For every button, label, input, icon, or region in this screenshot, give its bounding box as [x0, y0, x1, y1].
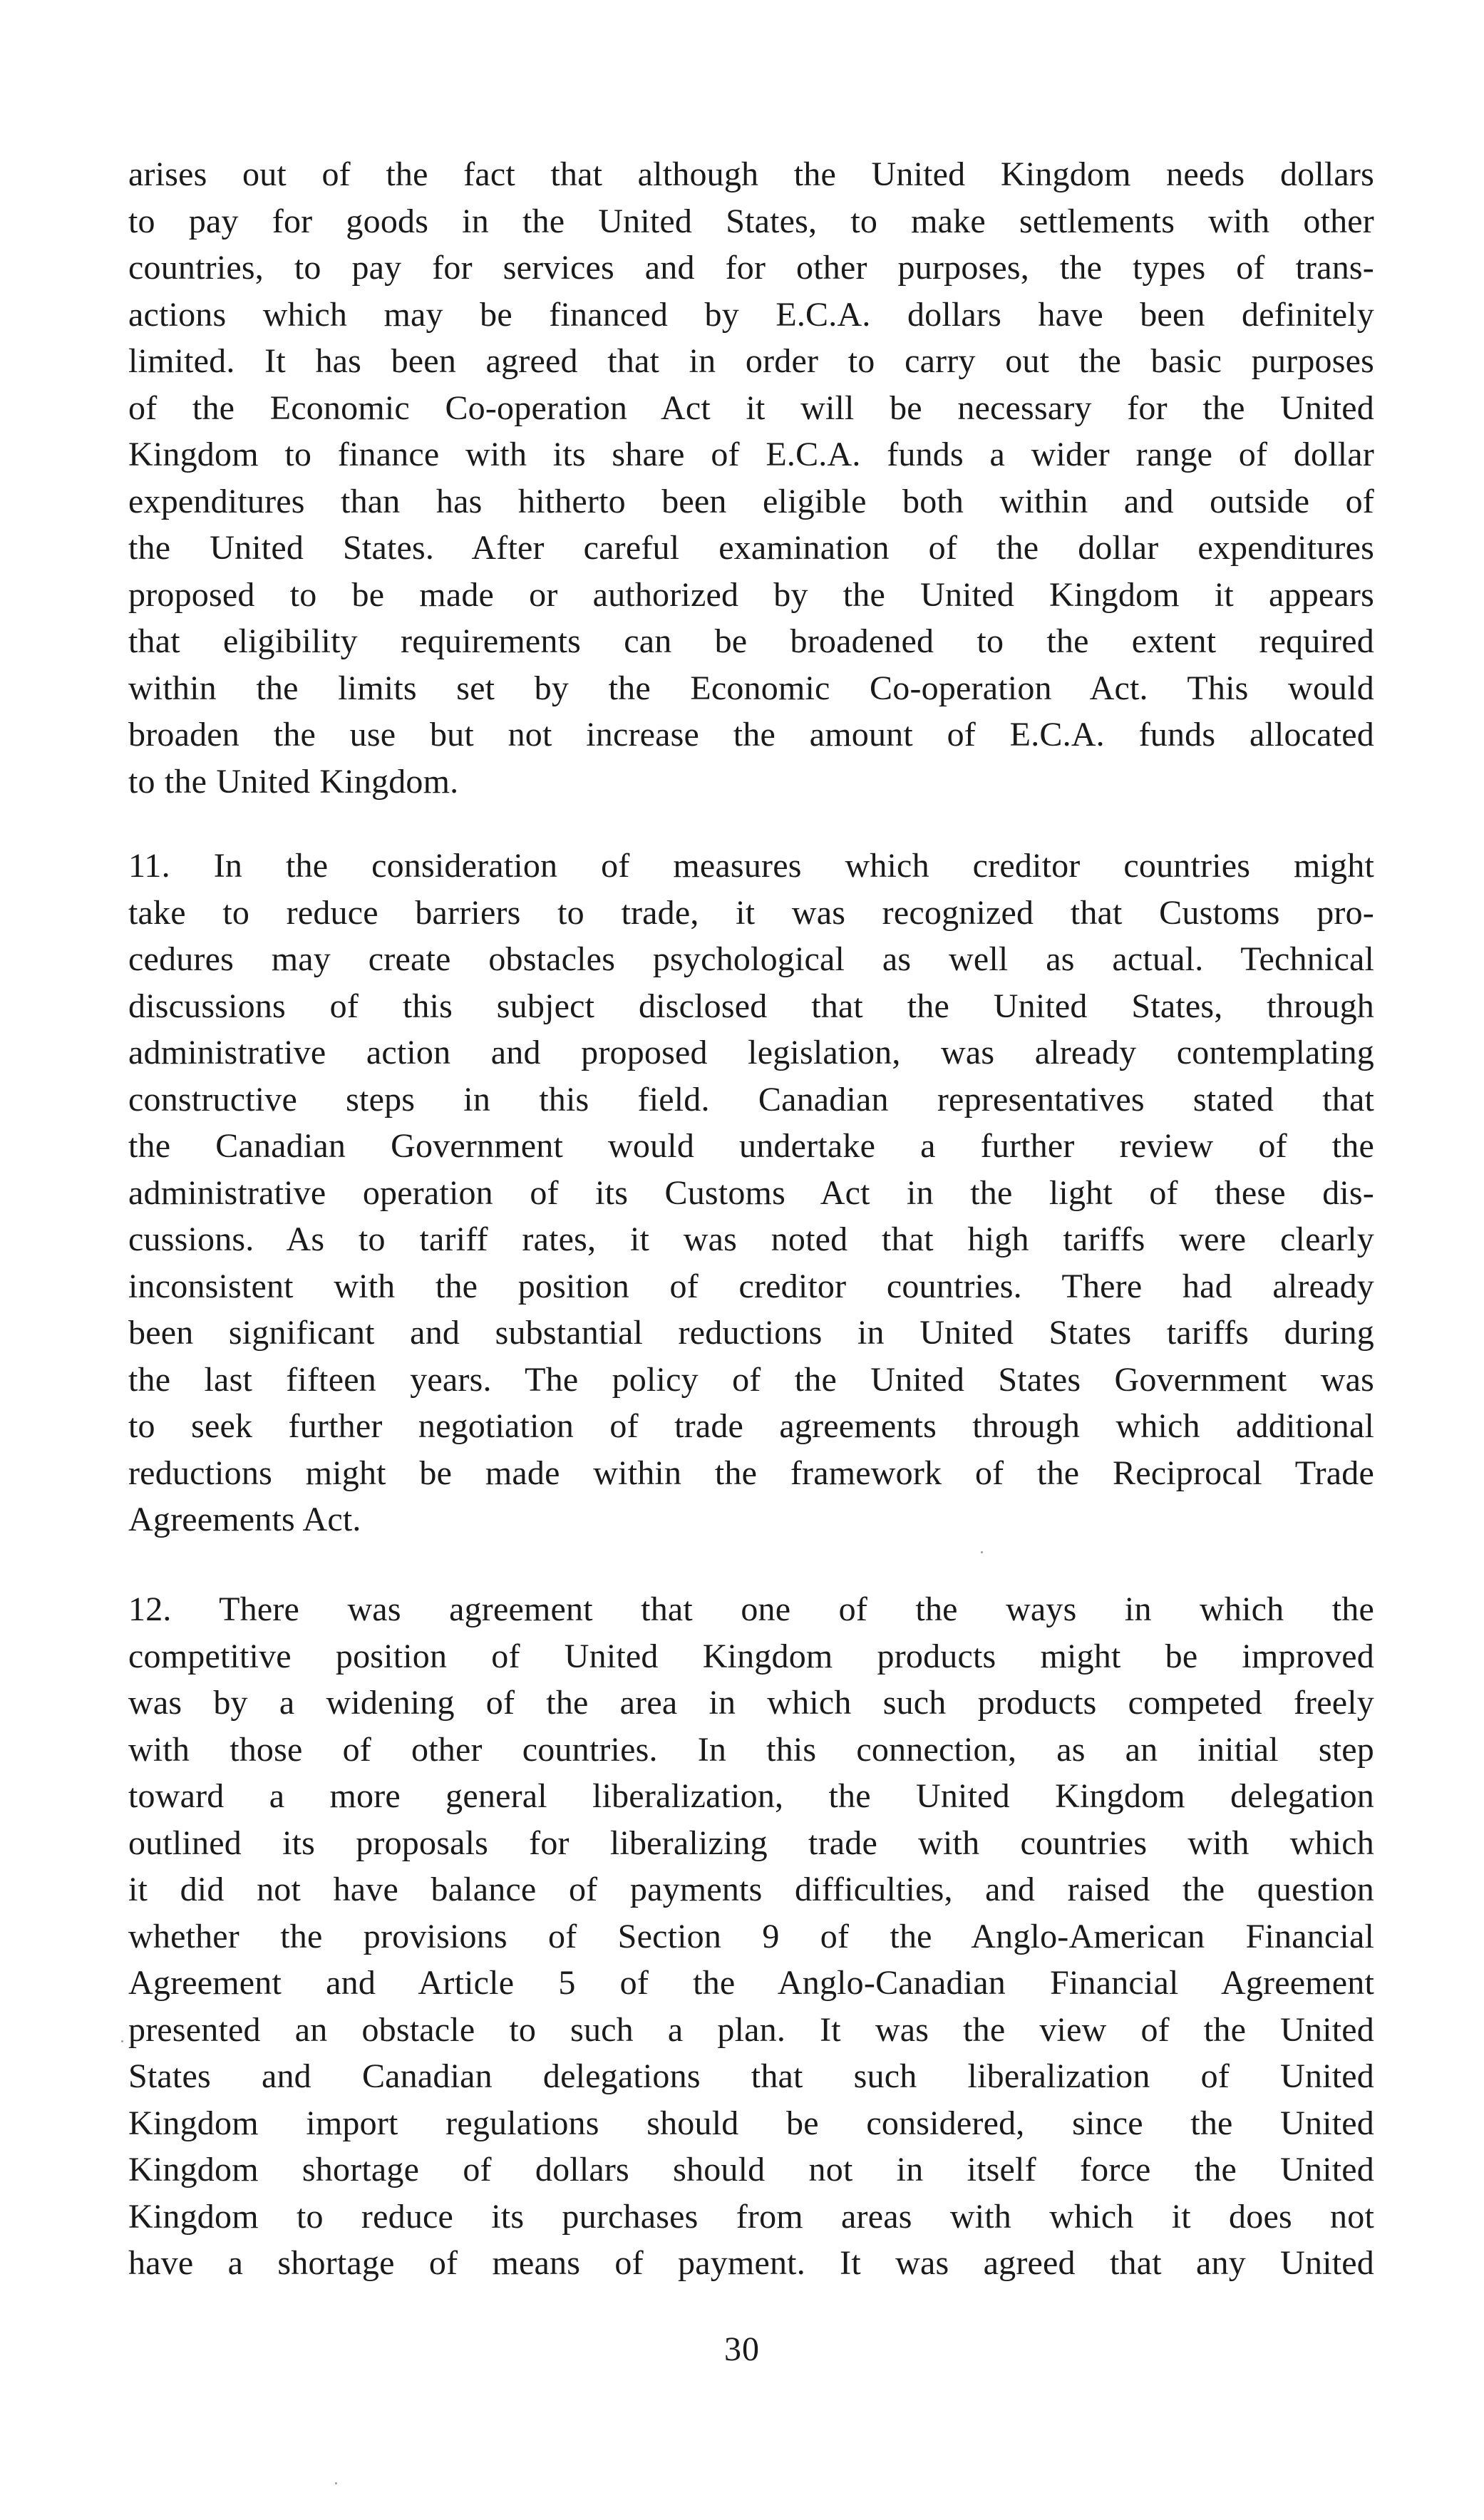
text-line: presented an obstacle to such a plan. It was the view of the United: [128, 2010, 1374, 2049]
text-line: discussions of this subject disclosed that the United States, through: [128, 987, 1374, 1025]
text-line: actions which may be financed by E.C.A. dollars have been definitely: [128, 295, 1374, 334]
text-line: whether the provisions of Section 9 of the Anglo-American Financial: [128, 1917, 1374, 1955]
text-line: cedures may create obstacles psychological as well as actual. Technical: [128, 940, 1374, 978]
text-line: been significant and substantial reductions in United States tariffs during: [128, 1314, 1374, 1352]
text-line: 12. There was agreement that one of the ways in which the: [128, 1590, 1374, 1628]
paragraph-12: [128, 1586, 1374, 2287]
page-number: 30: [724, 2330, 760, 2368]
text-line: States and Canadian delegations that such liberalization of United: [128, 2057, 1374, 2095]
text-line: to seek further negotiation of trade agreements through which additional: [128, 1407, 1374, 1445]
text-line: arises out of the fact that although the United Kingdom needs dollars: [128, 155, 1374, 193]
text-line: constructive steps in this field. Canadian representatives stated that: [128, 1080, 1374, 1118]
paragraph-11: [128, 843, 1374, 1543]
text-line: 11. In the consideration of measures which creditor countries might: [128, 847, 1374, 885]
text-line: Agreement and Article 5 of the Anglo-Canadian Financial Agreement: [128, 1964, 1374, 2002]
scan-speck: [121, 2040, 123, 2042]
text-line: administrative action and proposed legislation, was already contemplating: [128, 1034, 1374, 1071]
text-line: to the United Kingdom.: [128, 762, 459, 801]
text-line: within the limits set by the Economic Co-operation Act. This would: [128, 669, 1374, 707]
text-line: that eligibility requirements can be broadened to the extent required: [128, 622, 1374, 660]
text-line: it did not have balance of payments difficulties, and raised the question: [128, 1871, 1374, 1908]
text-line: administrative operation of its Customs Act in the light of these dis-: [128, 1173, 1374, 1212]
text-line: of the Economic Co-operation Act it will be necessary for the United: [128, 389, 1374, 427]
text-line: take to reduce barriers to trade, it was recognized that Customs pro-: [128, 893, 1374, 932]
text-line: Kingdom import regulations should be considered, since the United: [128, 2104, 1374, 2142]
text-line: limited. It has been agreed that in order to carry out the basic purposes: [128, 342, 1374, 380]
text-line: the last fifteen years. The policy of the United States Government was: [128, 1360, 1374, 1399]
text-line: have a shortage of means of payment. It was agreed that any United: [128, 2244, 1374, 2282]
text-line: to pay for goods in the United States, to make settlements with other: [128, 202, 1374, 240]
text-line: Kingdom to finance with its share of E.C.A. funds a wider range of dollar: [128, 436, 1374, 473]
scan-speck: [335, 2482, 337, 2484]
text-line: the Canadian Government would undertake a further review of the: [128, 1127, 1374, 1165]
paragraph-continuation: [128, 151, 1374, 805]
text-line: expenditures than has hitherto been eligible both within and outside of: [128, 482, 1374, 520]
text-line: Kingdom to reduce its purchases from areas with which it does not: [128, 2197, 1374, 2236]
text-line: with those of other countries. In this connection, as an initial step: [128, 1730, 1374, 1769]
text-line: cussions. As to tariff rates, it was noted that high tariffs were clearly: [128, 1220, 1374, 1258]
text-line: reductions might be made within the framework of the Reciprocal Trade: [128, 1454, 1374, 1492]
text-line: toward a more general liberalization, the United Kingdom delegation: [128, 1777, 1374, 1815]
text-line: Agreements Act.: [128, 1501, 361, 1538]
text-line: broaden the use but not increase the amount of E.C.A. funds allocated: [128, 716, 1374, 754]
text-line: competitive position of United Kingdom products might be improved: [128, 1637, 1374, 1675]
text-line: Kingdom shortage of dollars should not in itself force the United: [128, 2151, 1374, 2189]
text-line: outlined its proposals for liberalizing trade with countries with which: [128, 1824, 1374, 1862]
scan-speck: [981, 1551, 983, 1553]
text-line: was by a widening of the area in which such products competed freely: [128, 1684, 1374, 1722]
text-line: the United States. After careful examination of the dollar expenditures: [128, 529, 1374, 567]
text-line: proposed to be made or authorized by the United Kingdom it appears: [128, 575, 1374, 614]
text-line: inconsistent with the position of creditor countries. There had already: [128, 1267, 1374, 1305]
text-line: countries, to pay for services and for other purposes, the types of trans-: [128, 249, 1374, 287]
